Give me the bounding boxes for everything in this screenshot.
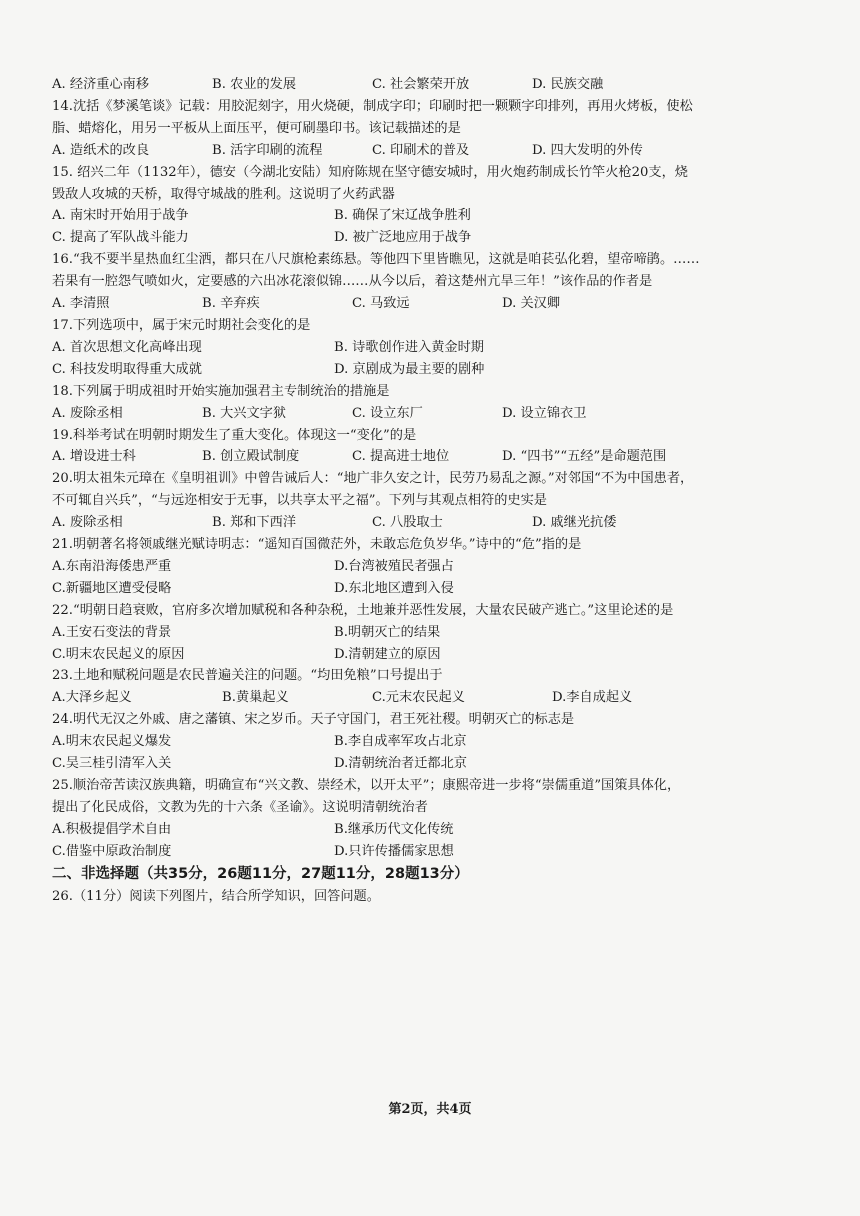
option: C.新疆地区遭受侵略 (52, 580, 172, 596)
option: C. 科技发明取得重大成就 (52, 361, 202, 377)
option: C. 提高了军队战斗能力 (52, 230, 189, 246)
q19-stem: 19.科举考试在明朝时期发生了重大变化。体现这一“变化”的是 (52, 427, 417, 443)
option: D.李自成起义 (552, 690, 633, 706)
q18-options (52, 403, 812, 425)
q14-stem: 14.沈括《梦溪笔谈》记载：用胶泥刻字，用火烧硬，制成字印；印刷时把一颗颗字印排列，再用火烤板，使松 (52, 98, 693, 114)
option: D. 四大发明的外传 (532, 142, 643, 158)
q14-stem-cont: 脂、蜡熔化，用另一平板从上面压平，便可刷墨印书。该记载描述的是 (52, 120, 461, 136)
q19-options (52, 446, 812, 468)
q21-options-row1 (52, 556, 812, 578)
q22-options-row2 (52, 644, 812, 666)
q26-stem: 26.（11分）阅读下列图片，结合所学知识，回答问题。 (52, 888, 380, 904)
option: B.李自成率军攻占北京 (334, 734, 467, 750)
q25-options-row2 (52, 841, 812, 863)
option: D. 关汉卿 (502, 296, 561, 312)
option: A.积极提倡学术自由 (52, 821, 172, 837)
q17-options-row2 (52, 359, 812, 381)
option: C. 马致远 (352, 296, 410, 312)
q15-stem: 15. 绍兴二年（1132年），德安（今湖北安陆）知府陈规在坚守德安城时，用火炮药制成长竹竿火枪20支，烧 (52, 164, 688, 180)
q15-options-row2 (52, 227, 812, 249)
option: B.继承历代文化传统 (334, 821, 454, 837)
option: B. 诗歌创作进入黄金时期 (334, 339, 484, 355)
option: A. 经济重心南移 (52, 77, 150, 92)
option: A. 废除丞相 (52, 515, 123, 531)
q22-options-row1 (52, 622, 812, 644)
option: C.元末农民起义 (372, 690, 465, 706)
option: D.台湾被殖民者强占 (334, 558, 454, 574)
option: D. 设立锦衣卫 (502, 405, 587, 421)
option: A. 造纸术的改良 (52, 142, 150, 158)
option: D. “四书”“五经”是命题范围 (502, 449, 667, 465)
option: A.东南沿海倭患严重 (52, 558, 172, 574)
q16-options (52, 293, 812, 315)
option: C. 八股取士 (372, 515, 443, 531)
option: A.大泽乡起义 (52, 690, 132, 706)
q25-stem: 25.顺治帝苦读汉族典籍，明确宣布“兴文教、崇经术，以开太平”；康熙帝进一步将“崇儒重道”国策具体化， (52, 778, 681, 793)
q22-stem: 22.“明朝日趋衰败，官府多次增加赋税和各种杂税，土地兼并恶性发展，大量农民破产逃亡。”这里论述的是 (52, 602, 674, 618)
q24-options-row1 (52, 731, 812, 753)
option: C. 提高进士地位 (352, 449, 450, 465)
option: A. 南宋时开始用于战争 (52, 208, 189, 224)
option: D.东北地区遭到入侵 (334, 580, 454, 596)
option: C.借鉴中原政治制度 (52, 843, 172, 859)
q25-stem-cont: 提出了化民成俗，文教为先的十六条《圣谕》。这说明清朝统治者 (52, 799, 428, 815)
option: A. 李清照 (52, 296, 110, 312)
option: B. 辛弃疾 (202, 296, 260, 312)
option: D. 民族交融 (532, 77, 604, 92)
option: C.吴三桂引清军入关 (52, 756, 172, 772)
q16-stem-cont: 若果有一腔怨气喷如火，定要感的六出冰花滚似锦……从今以后，着这楚州亢旱三年！”该作品的作者是 (52, 274, 653, 290)
option: B. 活字印刷的流程 (212, 142, 323, 158)
option: B. 确保了宋辽战争胜利 (334, 208, 471, 224)
question-list (52, 74, 812, 907)
option: B.黄巢起义 (222, 690, 289, 706)
option: D. 戚继光抗倭 (532, 515, 617, 531)
q14-options (52, 140, 812, 162)
q16-stem: 16.“我不要半星热血红尘洒，都只在八尺旗枪素练悬。等他四下里皆瞧见，这就是咱苌弘化碧，望帝啼鹃。…… (52, 252, 700, 268)
q24-options-row2 (52, 753, 812, 775)
q17-stem: 17.下列选项中，属于宋元时期社会变化的是 (52, 317, 311, 333)
q20-stem: 20.明太祖朱元璋在《皇明祖训》中曾告诫后人：“地广非久安之计，民劳乃易乱之源。”对邻国“不为中国患者， (52, 471, 694, 487)
q15-stem-cont: 毁敌人攻城的天桥，取得守城战的胜利。这说明了火药武器 (52, 186, 395, 202)
q20-stem-cont: 不可辄自兴兵”，“与远迩相安于无事，以共享太平之福”。下列与其观点相符的史实是 (52, 493, 547, 509)
option: B. 农业的发展 (212, 77, 297, 92)
option: D.清朝建立的原因 (334, 646, 441, 662)
q23-options (52, 687, 812, 709)
option: A.明末农民起义爆发 (52, 734, 172, 750)
option: A. 首次思想文化高峰出现 (52, 339, 202, 355)
q18-stem: 18.下列属于明成祖时开始实施加强君主专制统治的措施是 (52, 383, 390, 399)
q17-options-row1 (52, 337, 812, 359)
section-heading: 二、非选择题（共35分，26题11分，27题11分，28题13分） (52, 865, 469, 882)
option: B. 大兴文字狱 (202, 405, 287, 421)
option: C. 印刷术的普及 (372, 142, 470, 158)
q23-stem: 23.土地和赋税问题是农民普遍关注的问题。“均田免粮”口号提出于 (52, 668, 443, 684)
option: B. 郑和下西洋 (212, 515, 297, 531)
option: C. 设立东厂 (352, 405, 423, 421)
option: D. 被广泛地应用于战争 (334, 230, 472, 246)
option: D.清朝统治者迁都北京 (334, 756, 467, 772)
q25-options-row1 (52, 819, 812, 841)
option: D. 京剧成为最主要的剧种 (334, 361, 485, 377)
option: C.明末农民起义的原因 (52, 646, 185, 662)
q15-options-row1 (52, 205, 812, 227)
option: A.王安石变法的背景 (52, 624, 172, 640)
page-number: 第2页，共4页 (388, 1102, 472, 1117)
option: A. 增设进士科 (52, 449, 136, 465)
q24-stem: 24.明代无汉之外戚、唐之藩镇、宋之岁币。天子守国门，君王死社稷。明朝灭亡的标志是 (52, 712, 575, 728)
option: A. 废除丞相 (52, 405, 123, 421)
q20-options (52, 512, 812, 534)
q21-stem: 21.明朝著名将领戚继光赋诗明志：“遥知百国微茫外，未敢忘危负岁华。”诗中的“危”指的是 (52, 537, 582, 553)
option: D.只许传播儒家思想 (334, 843, 454, 859)
q21-options-row2 (52, 578, 812, 600)
option: C. 社会繁荣开放 (372, 77, 470, 92)
q13-options (52, 74, 812, 96)
option: B.明朝灭亡的结果 (334, 624, 441, 640)
option: B. 创立殿试制度 (202, 449, 300, 465)
